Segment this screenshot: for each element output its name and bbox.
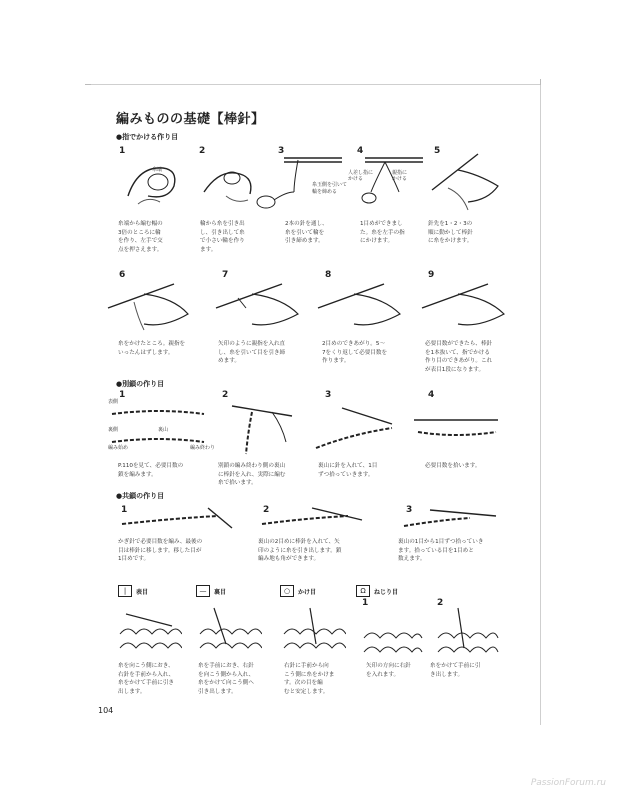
step-caption: 別鎖の編み終わり側の裏山 に棒針を入れ、実際に編む 糸で拾います。: [218, 463, 286, 487]
step-number: 9: [428, 270, 435, 280]
purl-symbol-icon: —: [196, 585, 210, 597]
illustration-yarn-over: [280, 604, 346, 654]
label-pull-yarn: 糸玉側を引いて 輪を締める: [312, 182, 348, 195]
step-number: 1: [362, 598, 369, 608]
step-caption: 裏山に針を入れて、1目 ずつ拾っていきます。: [318, 463, 378, 478]
page-title: 編みものの基礎【棒針】: [116, 112, 265, 127]
step-caption: 裏山の2目めに棒針を入れて、矢 印のように糸を引き出します。鎖 編み地も角ができます。: [258, 539, 342, 563]
step-number: 4: [357, 146, 364, 156]
symbol-caption-purl: 糸を手前におき、右針 を向こう側から入れ、 糸をかけて向こう側へ 引き出します。: [198, 663, 255, 695]
knit-symbol-icon: |: [118, 585, 132, 597]
twisted-symbol-icon: Ω: [356, 585, 370, 597]
step-number: 8: [325, 270, 332, 280]
step-number: 2: [263, 505, 270, 515]
step-caption: 輪から糸を引き出 し、引き出して糸 で小さい輪を作り ます。: [200, 221, 245, 253]
section-heading-crochet-chain: ●共鎖の作り目: [116, 492, 165, 500]
step-number: 2: [222, 390, 229, 400]
illustration-step5: [428, 150, 506, 214]
illustration-twisted-step1: [360, 608, 424, 658]
symbol-label-purl: 裏目: [214, 589, 227, 596]
illustration-step7: [212, 278, 304, 334]
step-caption: 裏山の1目から1目ずつ拾っていき ます。拾っている目を1目めと 数えます。: [398, 539, 484, 563]
step-caption: 必要目数を拾います。: [425, 463, 481, 469]
illustration-step9: [418, 278, 510, 334]
step-number: 3: [406, 505, 413, 515]
illustration-purl-stitch: [196, 604, 262, 654]
label-start: 編み始め: [108, 445, 129, 451]
step-number: 4: [428, 390, 435, 400]
label-index-finger: 人差し指に かける: [348, 170, 374, 182]
step-caption: 針先を1・2・3の 順に動かして棒針 に糸をかけます。: [428, 221, 473, 245]
illustration-twisted-step2: [434, 604, 500, 658]
symbol-caption-twisted-2: 糸をかけて手前に引 き出します。: [430, 663, 481, 678]
step-number: 5: [434, 146, 441, 156]
step-caption: 糸をかけたところ。親指を いったんはずします。: [118, 341, 186, 356]
symbol-caption-twisted-1: 矢印の方向に右針 を入れます。: [366, 663, 411, 678]
step-number: 6: [119, 270, 126, 280]
step-number: 1: [119, 146, 126, 156]
section-heading-provisional-chain: ●別鎖の作り目: [116, 380, 165, 388]
symbol-label-knit: 表目: [136, 589, 149, 596]
symbol-label-twisted: ねじり目: [374, 589, 399, 596]
illustration-knit-stitch: [116, 604, 182, 654]
step-caption: 糸端から編む幅の 3倍のところに輪 を作り、左手で交 点を押さえます。: [118, 221, 163, 253]
label-yarn-end: 糸端: [152, 167, 163, 173]
label-front-side: 表側: [108, 399, 119, 405]
illustration-step4: [345, 152, 425, 214]
step-caption: 矢印のように親指を入れ直 し、糸を引いて目を引き締 めます。: [218, 341, 286, 365]
crop-mark: [85, 84, 91, 85]
label-thumb: 親指に かける: [392, 170, 408, 182]
label-back-side: 裏側: [108, 427, 119, 433]
label-end: 編み終わり: [190, 445, 216, 451]
step-caption: 2本の針を通し、 糸を引いて輪を 引き締めます。: [285, 221, 328, 245]
illustration-step6: [104, 278, 194, 334]
illustration-chain-step3: [312, 398, 396, 454]
symbol-caption-yarn-over: 右針に手前から向 こう側に糸をかけま す。次の目を編 むと安定します。: [284, 663, 335, 695]
step-number: 3: [325, 390, 332, 400]
illustration-chain-step4: [410, 408, 502, 444]
step-number: 7: [222, 270, 229, 280]
step-number: 2: [437, 598, 444, 608]
illustration-chain-step2: [222, 392, 302, 458]
yarn-over-symbol-icon: ○: [280, 585, 294, 597]
symbol-label-yarn-over: かけ目: [298, 589, 317, 596]
symbol-caption-knit: 糸を向こう側におき、 右針を手前から入れ、 糸をかけて手前に引き 出します。: [118, 663, 175, 695]
illustration-crochet-step1: [118, 502, 236, 532]
step-number: 3: [278, 146, 285, 156]
crop-mark: [540, 79, 541, 85]
step-caption: かぎ針で必要目数を編み、最後の 目は棒針に移します。移した目が 1目めです。: [118, 539, 203, 563]
step-caption: 2目めのできあがり。5〜 7をくり返して必要目数を 作ります。: [322, 341, 388, 365]
watermark: PassionForum.ru: [530, 778, 606, 788]
illustration-crochet-step3: [400, 502, 500, 532]
step-number: 1: [119, 390, 126, 400]
step-caption: P.110を見て、必要目数の 鎖を編みます。: [118, 463, 184, 478]
step-caption: 必要目数ができたら、棒針 を1本抜いて、指でかける 作り目のできあがり。これ が表目1段になります。: [425, 341, 493, 373]
illustration-crochet-step2: [258, 502, 366, 532]
section-heading-cast-on-finger: ●指でかける作り目: [116, 133, 179, 141]
step-number: 2: [199, 146, 206, 156]
illustration-step1: [118, 156, 188, 214]
label-back-bump: 裏山: [158, 427, 169, 433]
page-number: 104: [98, 706, 114, 715]
step-number: 1: [121, 505, 128, 515]
illustration-step8: [314, 278, 406, 334]
step-caption: 1目めができまし た。糸を左手の指 にかけます。: [360, 221, 405, 245]
